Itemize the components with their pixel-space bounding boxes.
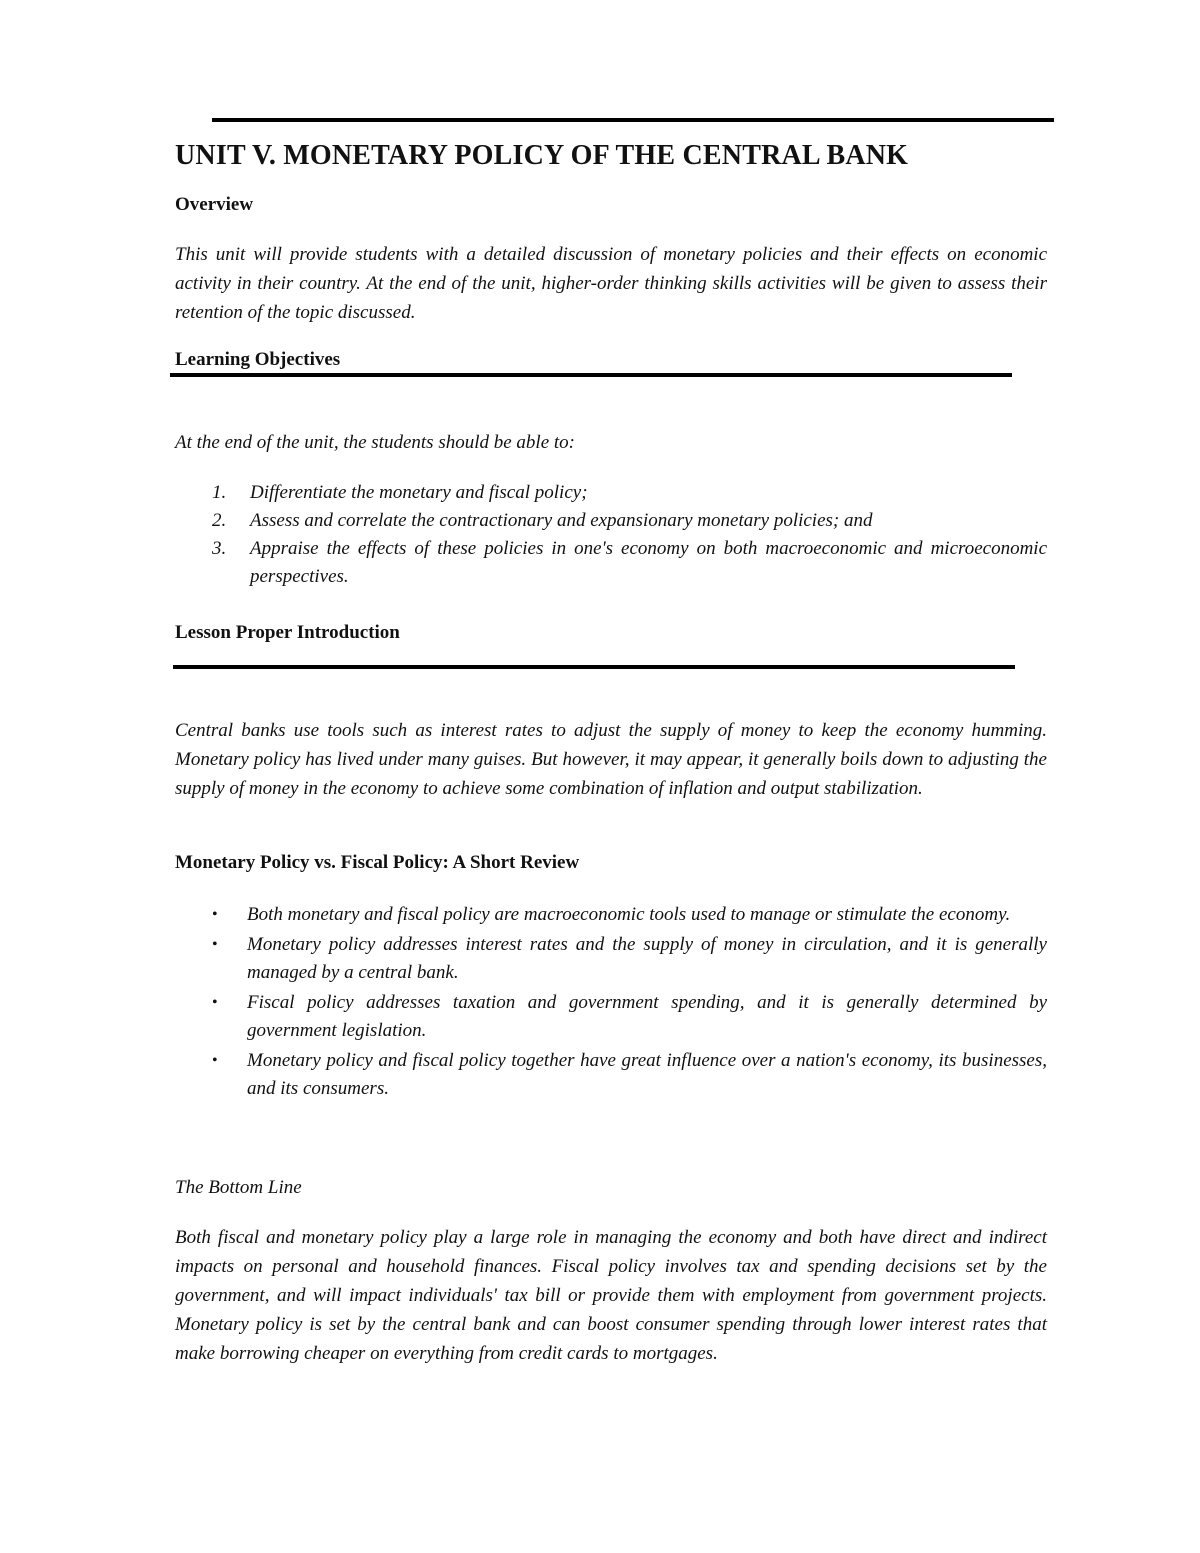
lesson-text: Central banks use tools such as interest rates to adjust the supply of money to keep the economy humming. Monetary policy has lived under many guises. But however, it may appear, it generally boils down to adjusting the supply of money in the economy to achieve some combination of inflation and output stabilization. xyxy=(175,720,1047,799)
review-bullet-text: Fiscal policy addresses taxation and government spending, and it is generally determined by government legislation. xyxy=(247,992,1047,1041)
top-rule xyxy=(212,118,1054,122)
objectives-list xyxy=(175,479,1047,591)
bullet-icon: • xyxy=(212,994,218,1011)
overview-text: This unit will provide students with a detailed discussion of monetary policies and their effects on economic activity in their country. At the end of the unit, higher-order thinking skills activities will be given to assess their retention of the topic discussed. xyxy=(175,244,1047,323)
review-bullet-list xyxy=(175,901,1047,1105)
learning-objectives-rule xyxy=(170,373,1012,377)
review-bullet-text: Both monetary and fiscal policy are macroeconomic tools used to manage or stimulate the economy. xyxy=(247,904,1011,925)
objective-text: Appraise the effects of these policies in one's economy on both macroeconomic and microeconomic perspectives. xyxy=(250,538,1047,587)
objective-number: 3. xyxy=(212,538,227,559)
lesson-rule xyxy=(173,665,1015,669)
lesson-heading: Lesson Proper Introduction xyxy=(175,622,400,643)
review-bullet-text: Monetary policy and fiscal policy together have great influence over a nation's economy, its businesses, and its consumers. xyxy=(247,1050,1047,1099)
objective-item xyxy=(175,479,1047,507)
bullet-icon: • xyxy=(212,1052,218,1069)
review-bullet-text: Monetary policy addresses interest rates and the supply of money in circulation, and it is generally managed by a central bank. xyxy=(247,934,1047,983)
learning-objectives-heading: Learning Objectives xyxy=(175,349,341,370)
review-bullet-item xyxy=(175,931,1047,987)
objective-text: Differentiate the monetary and fiscal policy; xyxy=(250,482,588,503)
review-bullet-item xyxy=(175,989,1047,1045)
objectives-intro: At the end of the unit, the students should be able to: xyxy=(175,432,575,453)
objective-item xyxy=(175,507,1047,535)
bullet-icon: • xyxy=(212,936,218,953)
bottom-line-text: Both fiscal and monetary policy play a large role in managing the economy and both have direct and indirect impacts on personal and household finances. Fiscal policy involves tax and spending decisions set by the government, and will impact individuals' tax bill or provide them with employment from government projects. Monetary policy is set by the central bank and can boost consumer spending through lower interest rates that make borrowing cheaper on everything from credit cards to mortgages. xyxy=(175,1227,1047,1364)
review-bullet-item xyxy=(175,1047,1047,1103)
review-bullet-item xyxy=(175,901,1047,929)
objective-text: Assess and correlate the contractionary and expansionary monetary policies; and xyxy=(250,510,873,531)
objective-number: 2. xyxy=(212,510,227,531)
bullet-icon: • xyxy=(212,906,218,923)
review-heading: Monetary Policy vs. Fiscal Policy: A Short Review xyxy=(175,852,580,873)
objective-item xyxy=(175,535,1047,591)
page-title: UNIT V. MONETARY POLICY OF THE CENTRAL BANK xyxy=(175,140,909,171)
bottom-line-heading: The Bottom Line xyxy=(175,1177,302,1198)
objective-number: 1. xyxy=(212,482,227,503)
overview-heading: Overview xyxy=(175,194,254,215)
